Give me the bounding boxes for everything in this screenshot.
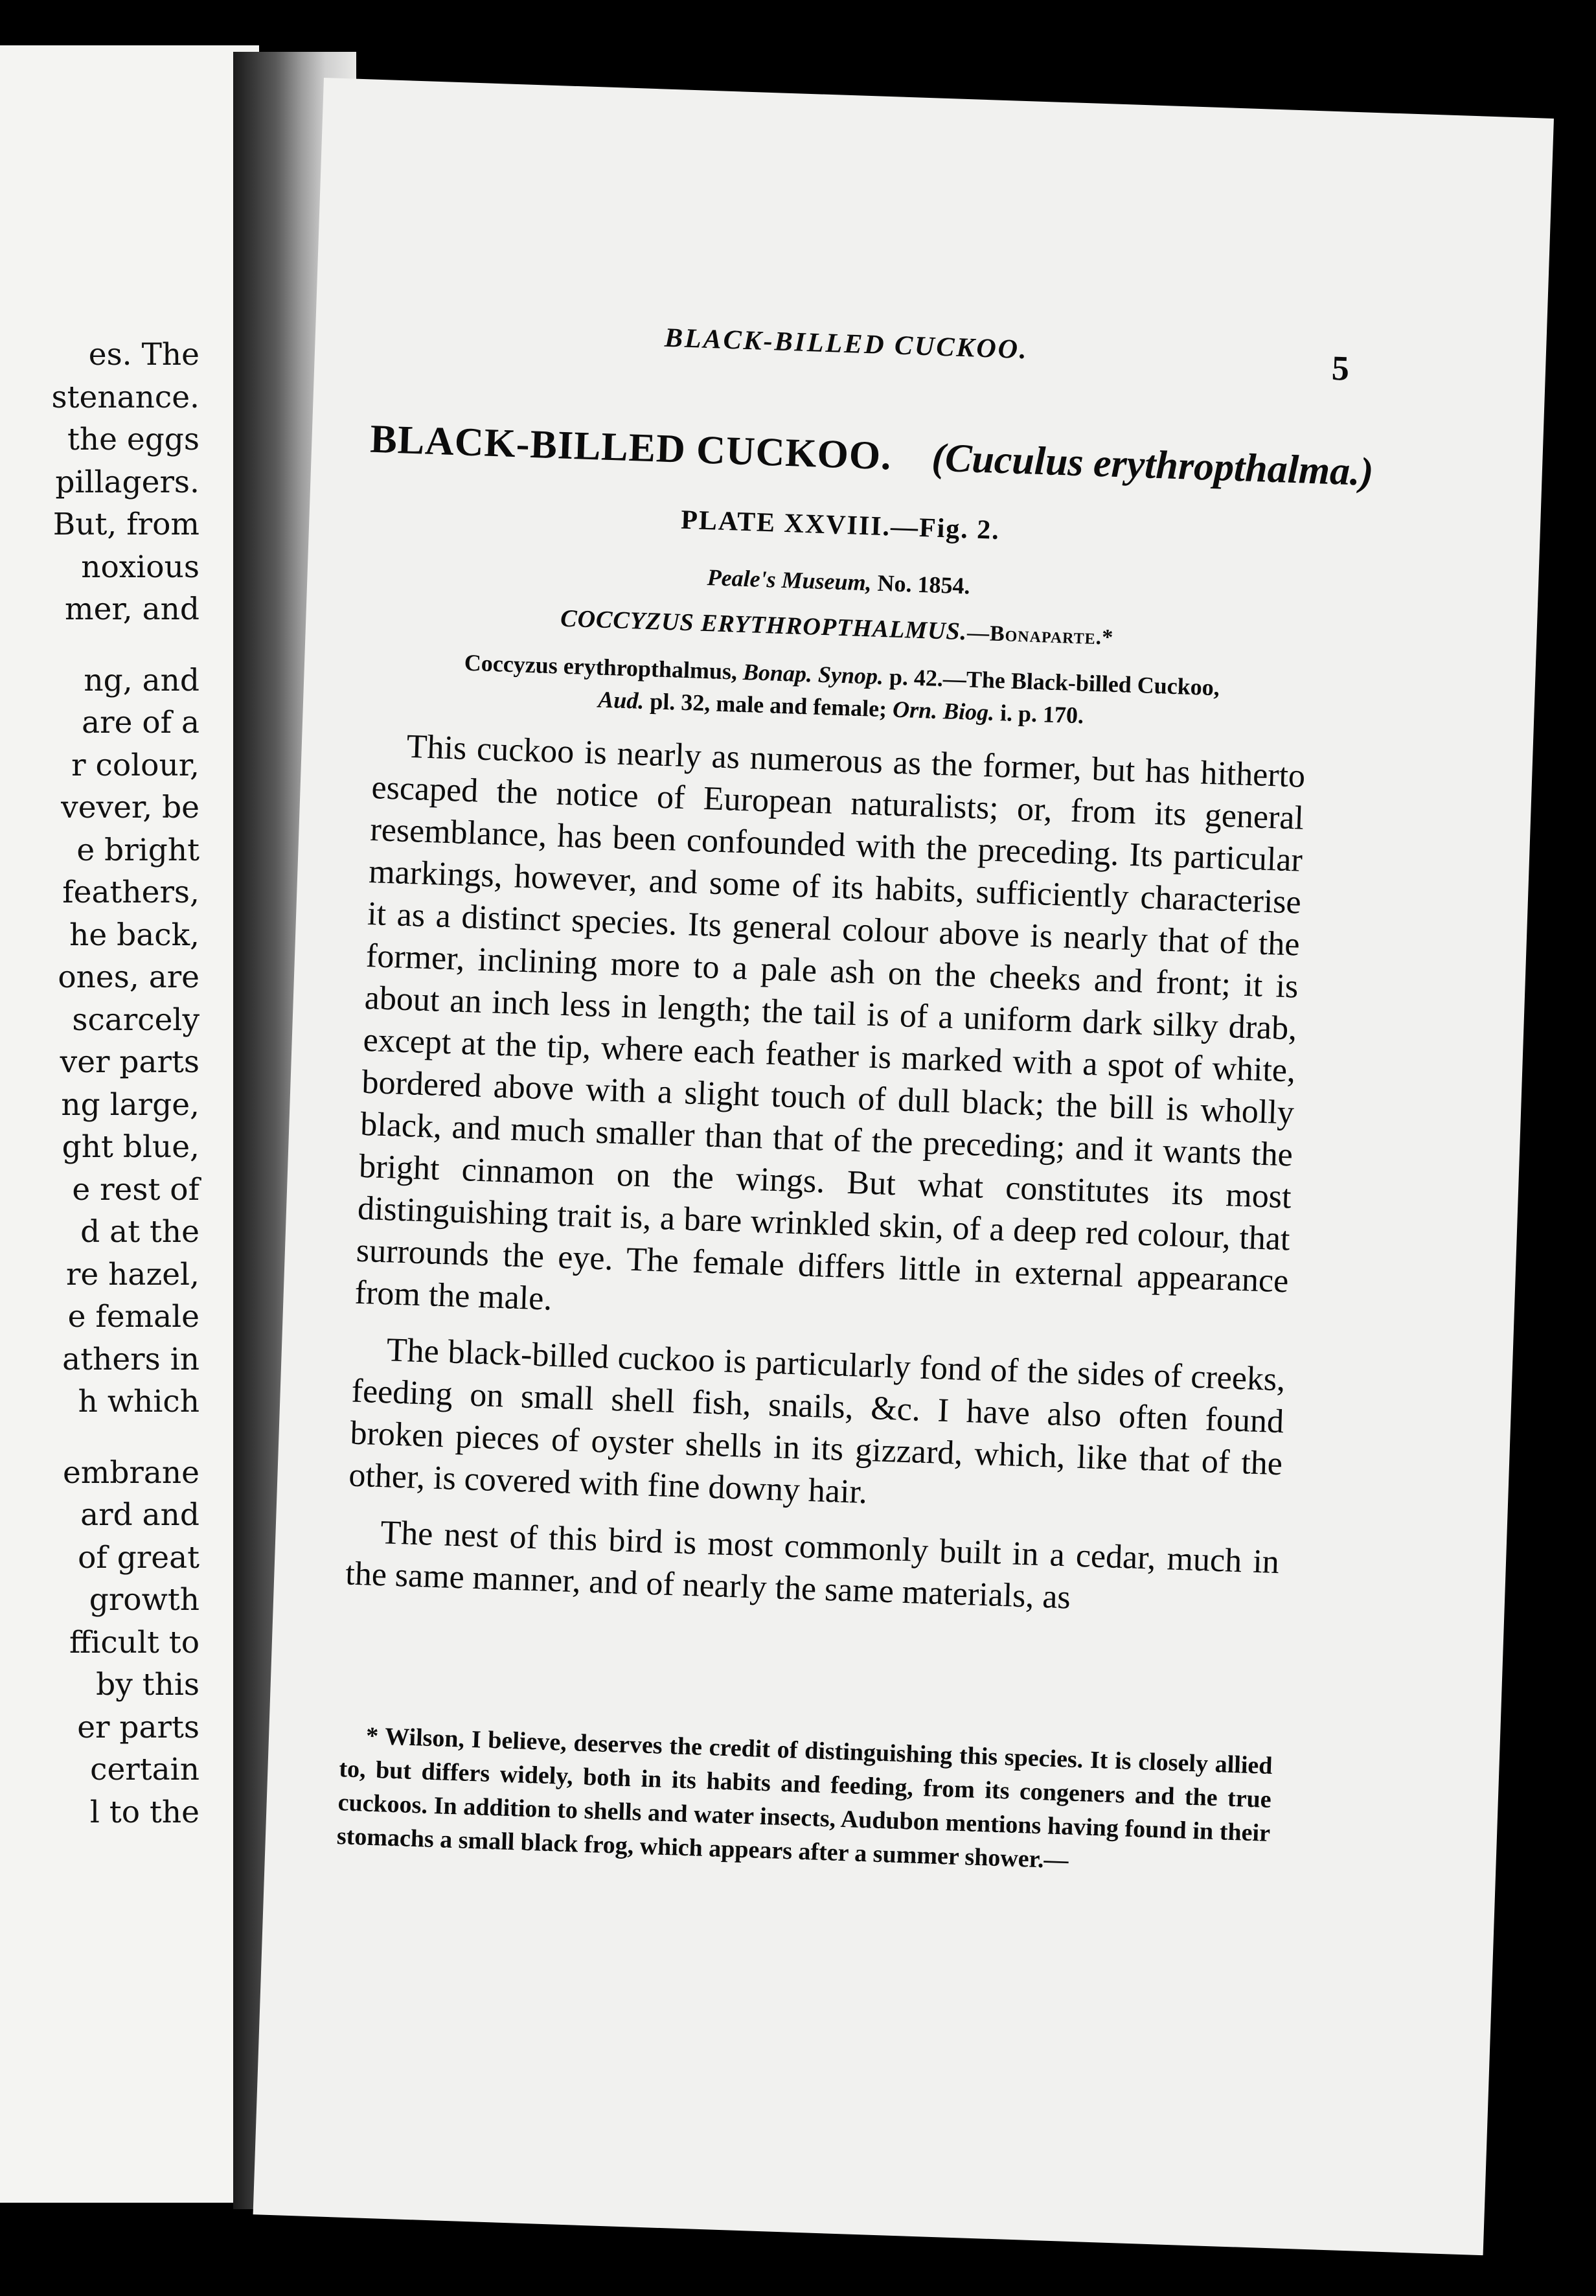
left-page-line: er parts bbox=[77, 1709, 200, 1745]
running-head: BLACK-BILLED CUCKOO. bbox=[664, 323, 1029, 365]
footnote bbox=[336, 1718, 1273, 1884]
left-page-fragment bbox=[0, 45, 259, 2203]
main-page bbox=[253, 78, 1554, 2255]
bibliographic-references bbox=[374, 643, 1309, 739]
left-page-line: r colour, bbox=[71, 747, 200, 783]
title-common-name: BLACK-BILLED CUCKOO. bbox=[369, 417, 893, 479]
left-page-line: l to the bbox=[89, 1794, 200, 1830]
left-page-line: of great bbox=[78, 1539, 200, 1576]
scan-right-border bbox=[1555, 0, 1596, 2296]
title-latin-name: (Cuculus erythropthalma.) bbox=[931, 435, 1374, 495]
synonym-authority: —Bonaparte.* bbox=[966, 621, 1114, 650]
left-page-line: e female bbox=[67, 1299, 200, 1335]
paragraph-3: The nest of this bird is most commonly built in a cedar, much in the same manner, and of nearly the same materials, as bbox=[345, 1514, 1280, 1616]
page-title bbox=[369, 417, 1374, 495]
left-page-line: athers in bbox=[62, 1341, 200, 1377]
left-page-line: re hazel, bbox=[65, 1256, 200, 1292]
left-page-line: are of a bbox=[82, 705, 200, 740]
left-page-line: mer, and bbox=[65, 591, 200, 627]
left-page-text bbox=[52, 334, 200, 1833]
ref-source-orn: Orn. Biog. bbox=[892, 696, 995, 726]
page-number: 5 bbox=[1331, 348, 1350, 388]
left-page-line: feathers, bbox=[62, 875, 200, 910]
left-page-line: ver parts bbox=[60, 1044, 200, 1080]
paragraph-2: The black-billed cuckoo is particularly fond of the sides of creeks, feeding on small shell fish, snails, &c. I have also often found broken pieces of oyster shells in its gizzard, which, like that of the other, is covered with fine downy hair. bbox=[348, 1331, 1286, 1511]
left-page-line: by this bbox=[96, 1667, 200, 1703]
synonym-name: COCCYZUS ERYTHROPTHALMUS. bbox=[560, 604, 968, 646]
ref-species: Coccyzus erythropthalmus, bbox=[464, 649, 738, 685]
left-page-line: noxious bbox=[81, 549, 200, 585]
ref-source-aud: Aud. bbox=[597, 686, 645, 714]
plate-reference: PLATE XXVIII.—Fig. 2. bbox=[680, 505, 1001, 545]
left-page-line: ng large, bbox=[61, 1086, 200, 1123]
left-page-line: growth bbox=[89, 1582, 200, 1618]
left-page-line: embrane bbox=[62, 1454, 200, 1491]
left-page-line: e rest of bbox=[72, 1171, 200, 1208]
left-page-line: ght blue, bbox=[62, 1129, 200, 1165]
left-page-line: certain bbox=[90, 1752, 200, 1787]
left-page-line: h which bbox=[78, 1384, 200, 1419]
left-page-line: he back, bbox=[69, 917, 200, 953]
left-page-line: es. The bbox=[88, 337, 200, 373]
left-page-line: ng, and bbox=[84, 662, 200, 698]
ref-source-synop: Bonap. Synop. bbox=[742, 658, 884, 690]
left-page-line: vever, be bbox=[61, 790, 200, 825]
left-page-line: scarcely bbox=[72, 1002, 200, 1038]
left-paragraph-gap bbox=[52, 631, 200, 660]
left-page-line: the eggs bbox=[67, 422, 200, 457]
left-page-line: pillagers. bbox=[55, 464, 200, 500]
ref-biog-page: i. p. 170. bbox=[999, 700, 1084, 729]
ref-page: p. 42.—The Black-billed Cuckoo, bbox=[889, 663, 1220, 701]
left-page-line: ard and bbox=[80, 1497, 200, 1533]
left-page-line: stenance. bbox=[51, 379, 200, 415]
left-page-line: ones, are bbox=[58, 959, 200, 995]
museum-number: No. 1854. bbox=[876, 569, 971, 599]
left-page-line: But, from bbox=[52, 507, 200, 542]
paragraph-1: This cuckoo is nearly as numerous as the former, but has hitherto escaped the notice of European naturalists; or, from its general resemblance, has been confounded with the preceding. Its particular markings, however, and some of its habits, sufficiently characterise it as a distinct species. Its general colour above is nearly that of the former, inclining more to a pale ash on the cheeks and front; it is about an inch less in length; the tail is of a uniform dark silky drab, except at the tip, where each feather is marked with a spot of white, bordered above with a slight touch of dull black; the bill is wholly black, and much smaller than that of the preceding; and it wants the bright cinnamon on the wings. But what constitutes its most distinguishing trait is, a bare wrinkled skin, of a deep red colour, that surrounds the eye. The female differs little in external appearance from the male. bbox=[354, 728, 1306, 1318]
body-text bbox=[345, 724, 1306, 1640]
footnote-text: * Wilson, I believe, deserves the credit of distinguishing this species. It is closely allied to, but differs widely, both in its habits and feeding, from its congeners and the true cuckoos. In addition to shells and water insects, Audubon mentions having found in their stomachs a small black frog, which appears after a summer shower.— bbox=[336, 1722, 1273, 1874]
left-page-line: d at the bbox=[80, 1214, 200, 1250]
page-content bbox=[336, 80, 1374, 1874]
museum-name: Peale's Museum, bbox=[707, 564, 872, 596]
left-page-line: fficult to bbox=[69, 1624, 200, 1660]
left-paragraph-gap bbox=[52, 1423, 200, 1452]
left-page-line: e bright bbox=[76, 832, 200, 868]
ref-plate: pl. 32, male and female; bbox=[649, 688, 887, 722]
